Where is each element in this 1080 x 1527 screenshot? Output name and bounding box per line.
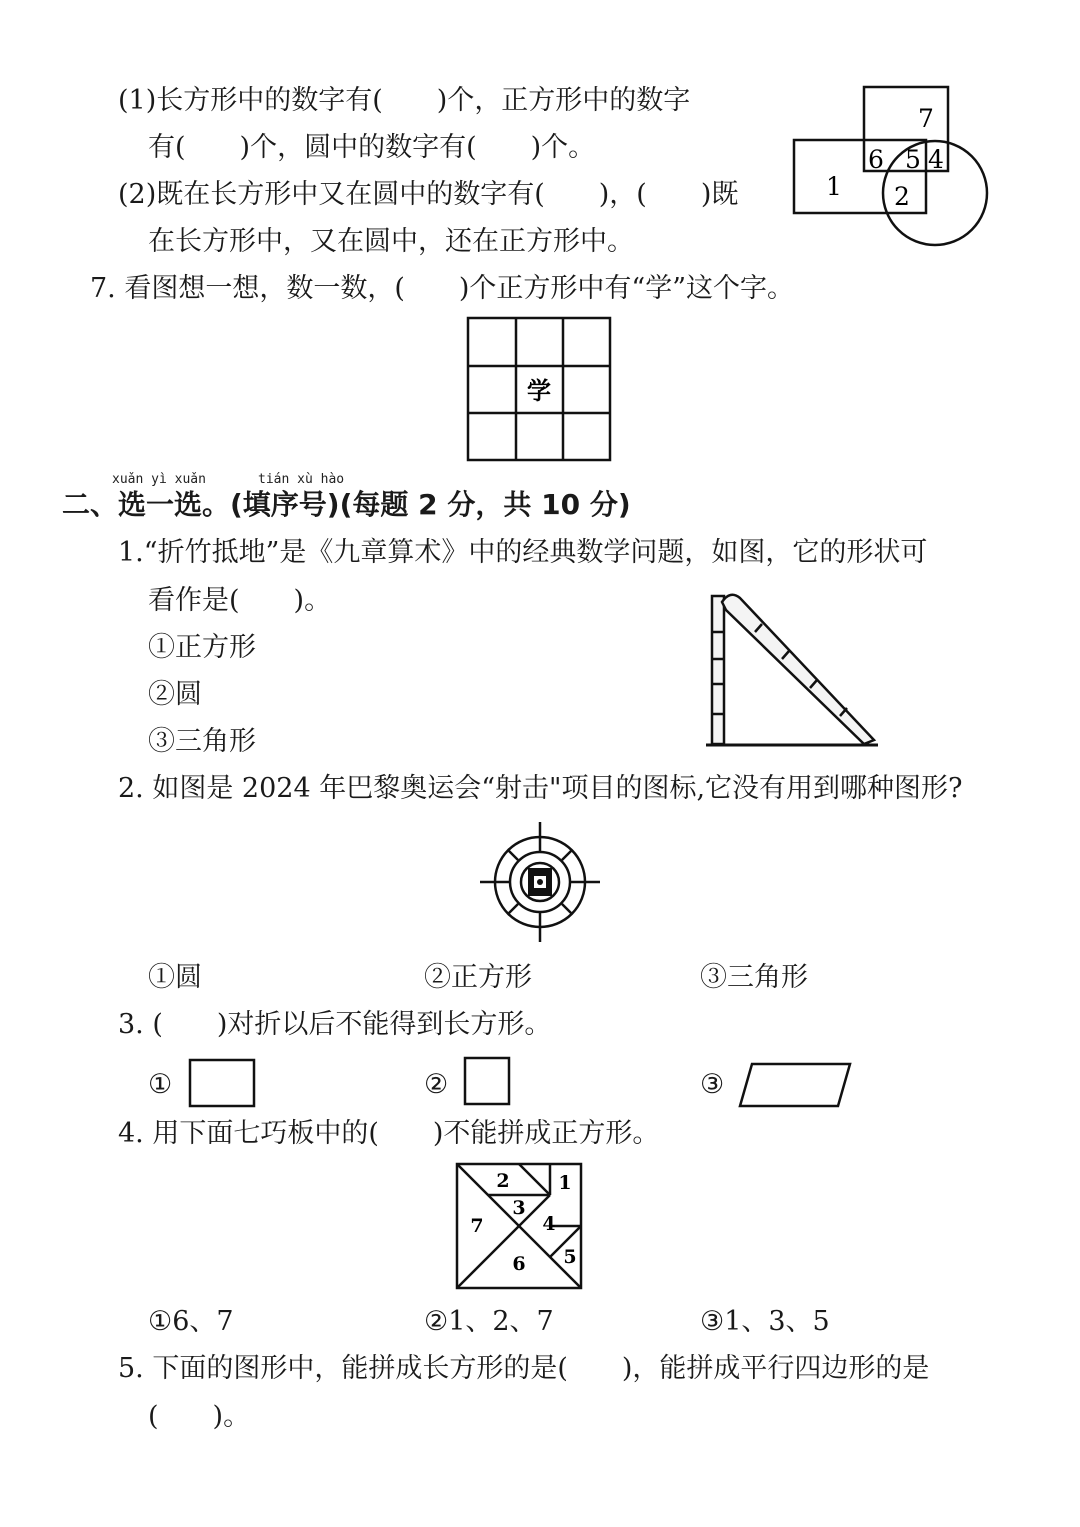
s2q2-option-3: ③三角形 <box>700 962 808 993</box>
shooting-icon-figure <box>478 820 602 944</box>
s2q4-option-2: ②1、2、7 <box>424 1306 554 1337</box>
s2q1-option-2: ②圆 <box>148 679 202 710</box>
tangram-number-1: 1 <box>558 1172 572 1194</box>
s2q3-square-shape <box>463 1056 511 1106</box>
tangram-number-2: 2 <box>496 1170 510 1192</box>
tangram-number-3: 3 <box>512 1197 526 1219</box>
grid-char-xue: 学 <box>527 376 551 405</box>
q7-text: 7. 看图想一想，数一数，( )个正方形中有“学”这个字。 <box>90 273 795 304</box>
q6-line3: (2)既在长方形中又在圆中的数字有( )，( )既 <box>118 179 739 210</box>
q6-line4: 在长方形中，又在圆中，还在正方形中。 <box>148 226 634 257</box>
venn-shapes-figure <box>790 82 990 247</box>
figure-number-2: 2 <box>894 182 910 211</box>
s2q4-option-1: ①6、7 <box>148 1306 234 1337</box>
s2q3-parallelogram-shape <box>738 1060 852 1110</box>
tangram-number-6: 6 <box>512 1253 526 1275</box>
tangram-number-5: 5 <box>563 1246 577 1268</box>
s2q2-option-2: ②正方形 <box>424 962 532 993</box>
s2q1-option-1: ①正方形 <box>148 632 256 663</box>
s2q3-option-3: ③ <box>700 1069 725 1100</box>
tangram-number-7: 7 <box>470 1215 484 1237</box>
figure-number-5: 5 <box>905 145 921 174</box>
figure-number-4: 4 <box>928 145 944 174</box>
s2q1-line1: 1.“折竹抵地”是《九章算术》中的经典数学问题，如图，它的形状可 <box>118 537 928 568</box>
s2q2-text: 2. 如图是 2024 年巴黎奥运会“射击"项目的图标,它没有用到哪种图形? <box>118 773 963 804</box>
figure-number-6: 6 <box>868 145 884 174</box>
s2q1-line2: 看作是( )。 <box>148 585 332 616</box>
q7-grid-figure <box>466 316 612 462</box>
s2q2-option-1: ①圆 <box>148 962 202 993</box>
section2-pinyin-2: tián xù hào <box>258 472 345 487</box>
s2q1-option-3: ③三角形 <box>148 726 256 757</box>
tangram-figure <box>455 1162 583 1290</box>
section2-pinyin-1: xuǎn yì xuǎn <box>112 472 206 487</box>
s2q3-option-1: ① <box>148 1069 173 1100</box>
s2q4-option-3: ③1、3、5 <box>700 1306 830 1337</box>
s2q3-rectangle-shape <box>188 1058 256 1108</box>
section2-title: 二、选一选。(填序号)(每题 2 分，共 10 分) <box>62 488 631 521</box>
s2q4-text: 4. 用下面七巧板中的( )不能拼成正方形。 <box>118 1118 660 1149</box>
bamboo-figure <box>700 584 880 754</box>
s2q3-text: 3. ( )对折以后不能得到长方形。 <box>118 1009 552 1040</box>
s2q5-line1: 5. 下面的图形中，能拼成长方形的是( )，能拼成平行四边形的是 <box>118 1353 930 1384</box>
s2q5-line2: ( )。 <box>148 1401 251 1432</box>
s2q3-option-2: ② <box>424 1069 449 1100</box>
tangram-number-4: 4 <box>542 1213 556 1235</box>
figure-number-7: 7 <box>918 104 934 133</box>
q6-line2: 有( )个，圆中的数字有( )个。 <box>148 132 596 163</box>
figure-number-1: 1 <box>826 172 842 201</box>
q6-line1: (1)长方形中的数字有( )个，正方形中的数字 <box>118 85 691 116</box>
